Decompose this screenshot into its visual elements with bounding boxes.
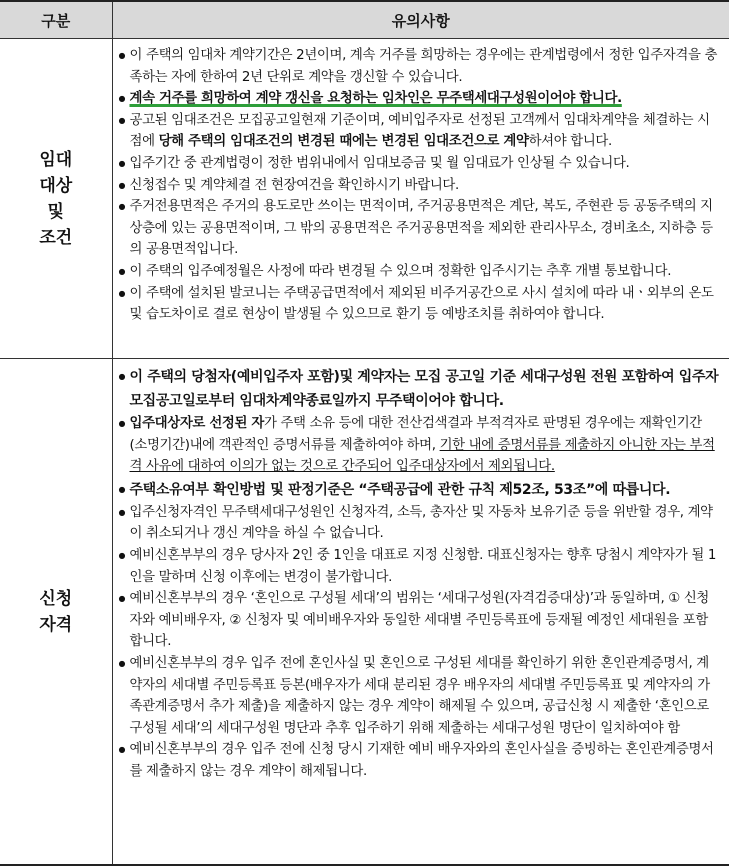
list-item <box>119 45 720 88</box>
list-item <box>119 196 720 261</box>
list-item <box>119 502 720 545</box>
notice-text: 신청접수 및 계약체결 전 현장여건을 확인하시기 바랍니다. <box>129 177 459 193</box>
category-text: 임대 <box>39 149 73 170</box>
section-lease-conditions <box>0 39 729 359</box>
notice-text: 이 주택의 임대차 계약기간은 2년이며, 계속 거주를 희망하는 경우에는 관계법령에서 정한 입주자격을 충족하는 자에 한하여 2년 단위로 계약을 갱신할 수 있습니다. <box>129 48 718 85</box>
header-row <box>0 1 729 39</box>
list-item <box>119 413 720 478</box>
notice-text: 예비신혼부부의 경우 당사자 2인 중 1인을 대표로 지정 신청함. 대표신청자는 향후 당첨시 계약자가 될 1인을 말하며 신청 이후에는 변경이 불가합니다. <box>129 547 717 585</box>
notice-text: 이 주택의 당첨자(예비입주자 포함)및 계약자는 모집 공고일 기준 세대구성원 전원 포함하여 입주자 모집공고일로부터 임대차계약종료일까지 무주택이어야 합니다. <box>129 369 719 409</box>
notice-text: 가 주택 소유 등에 대한 전산검색결과 부적격자로 판명된 경우에는 재확인기간(소명기간)내에 객관적인 증명서류를 제출하여야 하며, <box>129 416 702 453</box>
notes-eligibility <box>112 359 729 866</box>
notice-text: 하셔야 합니다. <box>528 134 612 150</box>
category-lease-conditions <box>0 39 112 359</box>
list-item <box>119 153 720 175</box>
list-item <box>119 283 720 326</box>
notice-text: 이 주택에 설치된 발코니는 주택공급면적에서 제외된 비주거공간으로 사시 설치에 따라 내ㆍ외부의 온도 및 습도차이로 결로 현상이 발생될 수 있으므로 환기 등 예방조치를 취하여야 합니다. <box>129 285 714 323</box>
notice-text: 주택소유여부 확인방법 및 판정기준은 “주택공급에 관한 규칙 제52조, 53조”에 따릅니다. <box>129 481 671 498</box>
notice-text: 예비신혼부부의 경우 입주 전에 혼인사실 및 혼인으로 구성된 세대를 확인하기 위한 혼인관계증명서, 계약자의 세대별 주민등록표 등본(배우자가 세대 분리된 경우 배우자의 세대별 주민등록표 및 계약자의 가족관계증명서 추가 제출)을 제출하지 않는 경우 계약이 해제될 수 있으며, 공급신청 시 제출한 ‘혼인으로 구성될 세대’의 세대구성원 명단과 추후 입주하기 위해 제출하는 세대구성원 명단이 일치하여야 함 <box>129 655 710 736</box>
category-text: 대상 <box>39 175 73 196</box>
notice-text: 입주기간 중 관계법령이 정한 범위내에서 임대보증금 및 월 임대료가 인상될 수 있습니다. <box>129 155 630 171</box>
notes-list <box>119 45 720 326</box>
header-category: 구분 <box>0 1 112 39</box>
notes-lease-conditions <box>112 39 729 359</box>
category-text: 신청 <box>39 588 73 609</box>
category-text: 및 <box>47 201 64 222</box>
list-item <box>119 478 720 502</box>
notice-text: 예비신혼부부의 경우 ‘혼인으로 구성될 세대’의 범위는 ‘세대구성원(자격검증대상)’과 동일하며, ① 신청자와 예비배우자, ② 신청자 및 예비배우자와 동일한 세대별 주민등록표에 등재될 예정인 세대원을 포함합니다. <box>129 591 710 650</box>
notice-text: 당해 주택의 임대조건의 변경된 때에는 변경된 임대조건으로 계약 <box>158 134 529 150</box>
category-text: 조건 <box>39 227 73 248</box>
notice-text: 입주신청자격인 무주택세대구성원인 신청자격, 소득, 총자산 및 자동차 보유기준 등을 위반할 경우, 계약이 취소되거나 갱신 계약을 하실 수 없습니다. <box>129 504 713 542</box>
notice-text: 예비신혼부부의 경우 입주 전에 신청 당시 기재한 예비 배우자와의 혼인사실을 증빙하는 혼인관계증명서를 제출하지 않는 경우 계약이 해제됩니다. <box>129 742 714 779</box>
section-eligibility <box>0 359 729 866</box>
list-item <box>119 261 720 283</box>
notice-text: 공고된 임대조건은 모집공고일현재 기준이며, 예비입주자로 선정된 고객께서 임대차계약을 체결하는 시점에 <box>129 112 710 150</box>
category-eligibility <box>0 359 112 866</box>
list-item <box>119 175 720 197</box>
notes-list <box>119 365 720 783</box>
notice-text: 계속 거주를 희망하여 계약 갱신을 요청하는 임차인은 무주택세대구성원이어야 합니다. <box>129 91 622 107</box>
list-item <box>119 545 720 588</box>
list-item <box>119 365 720 413</box>
notice-text: 입주대상자로 선정된 자 <box>129 416 264 431</box>
list-item <box>119 739 720 782</box>
list-item <box>119 88 720 110</box>
category-text: 자격 <box>39 614 73 635</box>
list-item <box>119 110 720 153</box>
header-notes: 유의사항 <box>112 1 729 39</box>
notice-text: 주거전용면적은 주거의 용도로만 쓰이는 면적이며, 주거공용면적은 계단, 복도, 주현관 등 공동주택의 지상층에 있는 공용면적이며, 그 밖의 공용면적은 주거공용면적을 제외한 관리사무소, 경비초소, 지하층 등의 공용면적입니다. <box>129 199 713 258</box>
notice-text: 기한 내에 증명서류를 제출하지 아니한 자는 부적격 사유에 대하여 이의가 없는 것으로 간주되어 입주대상자에서 제외됩니다. <box>129 437 715 475</box>
list-item <box>119 588 720 653</box>
notice-text: 이 주택의 입주예정월은 사정에 따라 변경될 수 있으며 정확한 입주시기는 추후 개별 통보합니다. <box>129 263 672 279</box>
list-item <box>119 653 720 739</box>
